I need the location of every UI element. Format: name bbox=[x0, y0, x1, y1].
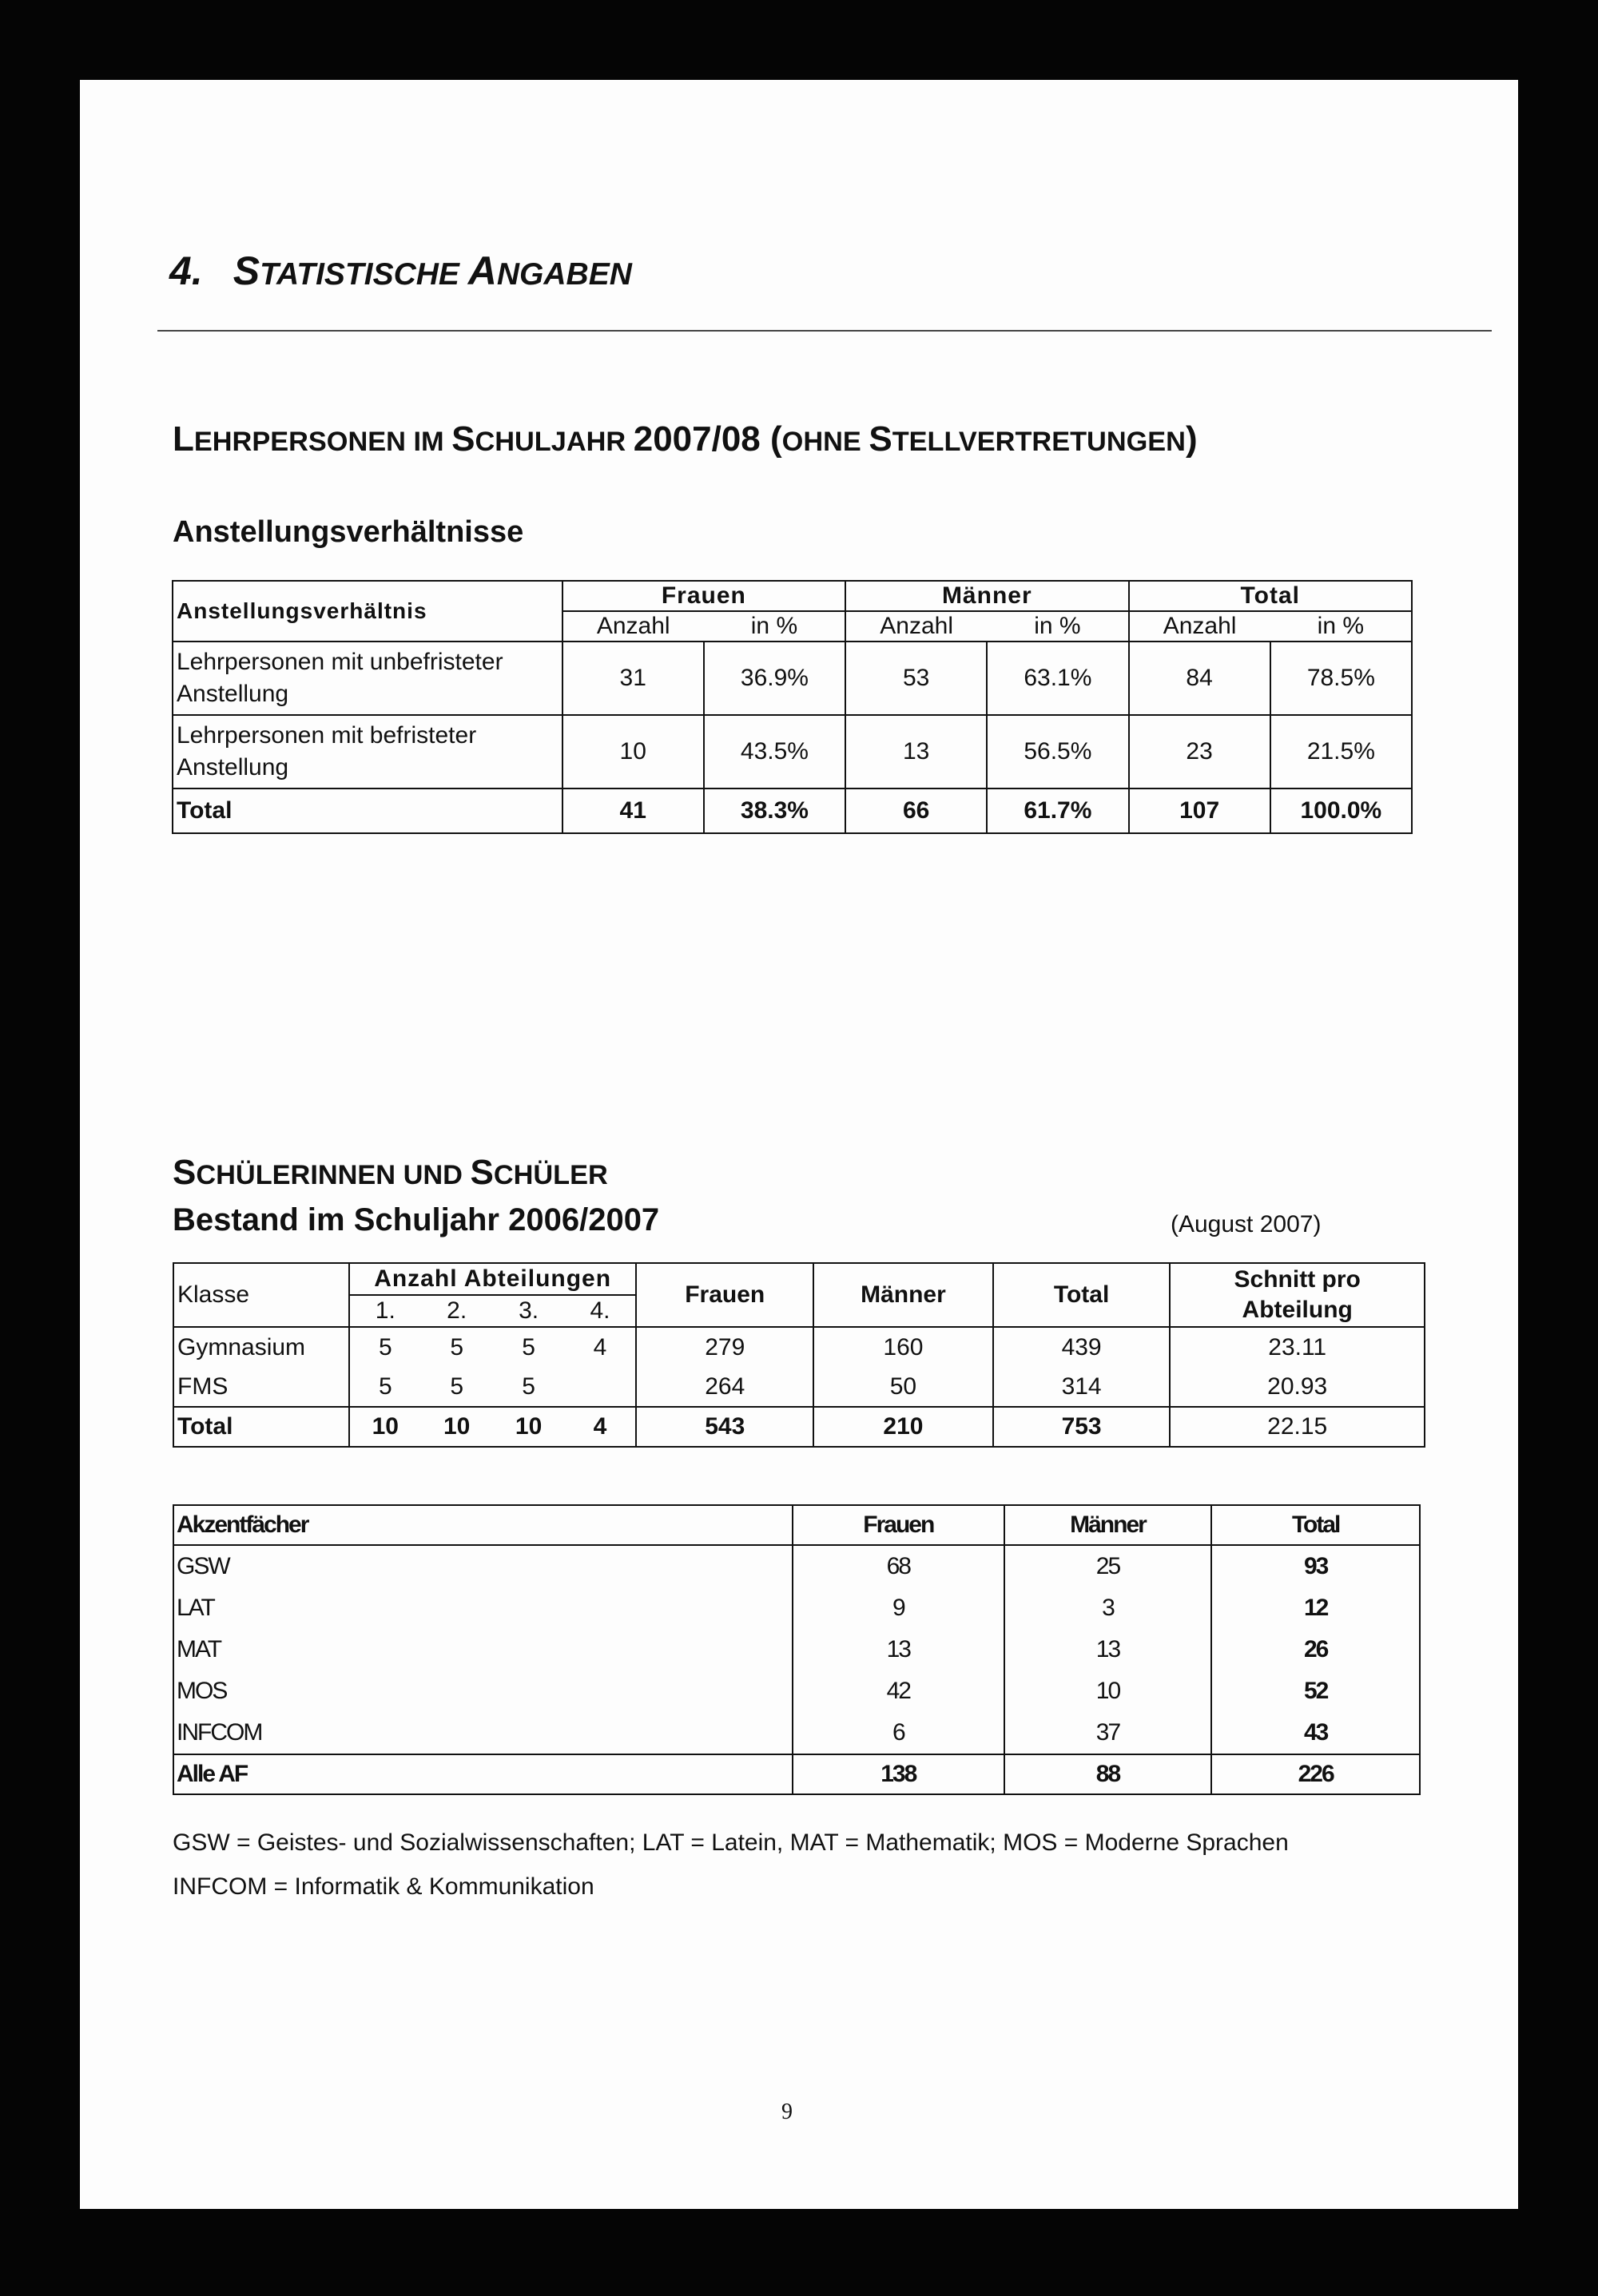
subheader-anzahl: Anzahl bbox=[1129, 611, 1270, 642]
cell-frauen: 68 bbox=[793, 1545, 1004, 1587]
total-frauen: 543 bbox=[636, 1407, 813, 1447]
cell-frauen-anzahl: 31 bbox=[562, 642, 704, 715]
anstellung-table bbox=[172, 580, 1413, 834]
heading-fragment: S bbox=[869, 419, 892, 459]
cell-frauen-percent: 36.9% bbox=[704, 642, 845, 715]
table-total-row bbox=[173, 1407, 1425, 1447]
cell-maenner: 25 bbox=[1004, 1545, 1212, 1587]
cell-total: 52 bbox=[1211, 1670, 1420, 1712]
row-label-line: Anstellung bbox=[177, 681, 289, 707]
total-total-anzahl: 107 bbox=[1129, 789, 1270, 833]
subheader-anzahl: Anzahl bbox=[845, 611, 987, 642]
subheader-percent: in % bbox=[704, 611, 845, 642]
column-header-abteilungen: Anzahl Abteilungen bbox=[349, 1263, 637, 1295]
cell-maenner-anzahl: 13 bbox=[845, 715, 987, 789]
heading-fragment: ) bbox=[1185, 419, 1198, 459]
table-header-row bbox=[173, 1505, 1420, 1545]
row-label: Gymnasium bbox=[173, 1327, 349, 1367]
row-label: MAT bbox=[173, 1629, 793, 1670]
cell-maenner: 10 bbox=[1004, 1670, 1212, 1712]
row-label-line: Lehrpersonen mit unbefristeter bbox=[177, 649, 503, 675]
heading-fragment: S bbox=[173, 1153, 197, 1192]
total-total: 226 bbox=[1211, 1754, 1420, 1794]
heading-fragment: TATISTISCHE bbox=[260, 257, 468, 292]
footnote-infcom: INFCOM = Informatik & Kommunikation bbox=[173, 1873, 594, 1900]
column-header-maenner: Männer bbox=[813, 1263, 993, 1327]
document-page bbox=[80, 80, 1518, 2209]
header-line: Abteilung bbox=[1242, 1297, 1353, 1323]
total-year: 10 bbox=[421, 1407, 493, 1447]
heading-fragment: EHRPERSONEN IM bbox=[193, 427, 452, 457]
cell-total: 314 bbox=[993, 1367, 1171, 1407]
row-label bbox=[173, 642, 562, 715]
row-label: GSW bbox=[173, 1545, 793, 1587]
cell-year: 5 bbox=[493, 1327, 565, 1367]
anstellung-subheading: Anstellungsverhältnisse bbox=[173, 515, 524, 549]
table-total-row bbox=[173, 1754, 1420, 1794]
column-header-total: Total bbox=[1211, 1505, 1420, 1545]
heading-fragment: A bbox=[467, 248, 497, 293]
total-label: Alle AF bbox=[173, 1754, 793, 1794]
cell-schnitt: 20.93 bbox=[1170, 1367, 1425, 1407]
cell-maenner: 3 bbox=[1004, 1587, 1212, 1629]
cell-year bbox=[565, 1367, 637, 1407]
row-label: INFCOM bbox=[173, 1712, 793, 1754]
total-label: Total bbox=[173, 1407, 349, 1447]
schueler-heading bbox=[173, 1153, 608, 1193]
bestand-table bbox=[173, 1262, 1425, 1448]
heading-fragment: CHÜLER bbox=[493, 1160, 608, 1190]
table-header-row bbox=[173, 1263, 1425, 1295]
cell-maenner-percent: 56.5% bbox=[987, 715, 1128, 789]
column-header-total: Total bbox=[1129, 581, 1413, 611]
cell-frauen-anzahl: 10 bbox=[562, 715, 704, 789]
column-header-total: Total bbox=[993, 1263, 1171, 1327]
cell-maenner-anzahl: 53 bbox=[845, 642, 987, 715]
cell-year: 5 bbox=[349, 1367, 421, 1407]
cell-total: 43 bbox=[1211, 1712, 1420, 1754]
cell-total-anzahl: 23 bbox=[1129, 715, 1270, 789]
total-total-percent: 100.0% bbox=[1270, 789, 1412, 833]
footnote-abbreviations: GSW = Geistes- und Sozialwissenschaften; LAT = Latein, MAT = Mathematik; MOS = Moderne Sprachen bbox=[173, 1829, 1289, 1856]
heading-fragment: CHÜLERINNEN UND bbox=[196, 1160, 471, 1190]
column-header-anstellung: Anstellungsverhältnis bbox=[173, 581, 562, 642]
total-schnitt: 22.15 bbox=[1170, 1407, 1425, 1447]
cell-frauen: 6 bbox=[793, 1712, 1004, 1754]
heading-fragment: NGABEN bbox=[496, 257, 632, 292]
cell-year: 4 bbox=[565, 1327, 637, 1367]
cell-frauen-percent: 43.5% bbox=[704, 715, 845, 789]
column-header-maenner: Männer bbox=[845, 581, 1128, 611]
total-year: 4 bbox=[565, 1407, 637, 1447]
table-row bbox=[173, 715, 1412, 789]
cell-total-anzahl: 84 bbox=[1129, 642, 1270, 715]
cell-maenner: 50 bbox=[813, 1367, 993, 1407]
column-header-frauen: Frauen bbox=[562, 581, 845, 611]
lehrpersonen-heading bbox=[173, 419, 1198, 459]
heading-fragment: TELLVERTRETUNGEN bbox=[892, 427, 1186, 457]
header-line: Schnitt pro bbox=[1234, 1266, 1361, 1293]
row-label: MOS bbox=[173, 1670, 793, 1712]
row-label: LAT bbox=[173, 1587, 793, 1629]
table-row bbox=[173, 1670, 1420, 1712]
table-row bbox=[173, 1545, 1420, 1587]
heading-fragment: S bbox=[233, 248, 260, 293]
table-header-row bbox=[173, 581, 1412, 611]
section-number: 4. bbox=[169, 248, 203, 293]
total-frauen-percent: 38.3% bbox=[704, 789, 845, 833]
column-header-akzent: Akzentfächer bbox=[173, 1505, 793, 1545]
subheader-percent: in % bbox=[1270, 611, 1412, 642]
total-frauen: 138 bbox=[793, 1754, 1004, 1794]
table-row bbox=[173, 642, 1412, 715]
heading-fragment: S bbox=[470, 1153, 494, 1192]
total-year: 10 bbox=[493, 1407, 565, 1447]
year-header: 2. bbox=[421, 1295, 493, 1327]
column-header-klasse: Klasse bbox=[173, 1263, 349, 1327]
column-header-maenner: Männer bbox=[1004, 1505, 1212, 1545]
page-number: 9 bbox=[781, 2099, 793, 2124]
subheader-percent: in % bbox=[987, 611, 1128, 642]
cell-frauen: 13 bbox=[793, 1629, 1004, 1670]
year-header: 1. bbox=[349, 1295, 421, 1327]
table-row bbox=[173, 1587, 1420, 1629]
column-header-frauen: Frauen bbox=[793, 1505, 1004, 1545]
heading-fragment: CHULJAHR bbox=[475, 427, 634, 457]
cell-frauen: 279 bbox=[636, 1327, 813, 1367]
total-maenner-percent: 61.7% bbox=[987, 789, 1128, 833]
subheader-anzahl: Anzahl bbox=[562, 611, 704, 642]
total-maenner-anzahl: 66 bbox=[845, 789, 987, 833]
row-label-line: Lehrpersonen mit befristeter bbox=[177, 722, 477, 749]
cell-frauen: 42 bbox=[793, 1670, 1004, 1712]
total-label: Total bbox=[173, 789, 562, 833]
row-label-line: Anstellung bbox=[177, 754, 289, 781]
cell-frauen: 264 bbox=[636, 1367, 813, 1407]
akzentfaecher-table bbox=[173, 1504, 1421, 1795]
cell-year: 5 bbox=[421, 1367, 493, 1407]
cell-year: 5 bbox=[493, 1367, 565, 1407]
cell-total: 12 bbox=[1211, 1587, 1420, 1629]
cell-total: 26 bbox=[1211, 1629, 1420, 1670]
date-note: (August 2007) bbox=[1171, 1211, 1322, 1237]
cell-total: 93 bbox=[1211, 1545, 1420, 1587]
cell-maenner: 37 bbox=[1004, 1712, 1212, 1754]
cell-year: 5 bbox=[349, 1327, 421, 1367]
column-header-schnitt bbox=[1170, 1263, 1425, 1327]
table-total-row bbox=[173, 789, 1412, 833]
heading-fragment: S bbox=[451, 419, 475, 459]
row-label: FMS bbox=[173, 1367, 349, 1407]
cell-total: 439 bbox=[993, 1327, 1171, 1367]
total-frauen-anzahl: 41 bbox=[562, 789, 704, 833]
cell-total-percent: 78.5% bbox=[1270, 642, 1412, 715]
section-title bbox=[233, 248, 632, 293]
table-row bbox=[173, 1629, 1420, 1670]
heading-fragment: L bbox=[173, 419, 194, 459]
cell-maenner-percent: 63.1% bbox=[987, 642, 1128, 715]
cell-maenner: 13 bbox=[1004, 1629, 1212, 1670]
akzent-rows bbox=[173, 1545, 1420, 1754]
total-maenner: 210 bbox=[813, 1407, 993, 1447]
cell-year: 5 bbox=[421, 1327, 493, 1367]
total-year: 10 bbox=[349, 1407, 421, 1447]
total-total: 753 bbox=[993, 1407, 1171, 1447]
table-row bbox=[173, 1327, 1425, 1367]
heading-fragment: 2007/08 ( bbox=[633, 419, 782, 459]
heading-divider bbox=[157, 330, 1492, 332]
cell-total-percent: 21.5% bbox=[1270, 715, 1412, 789]
row-label bbox=[173, 715, 562, 789]
heading-fragment: OHNE bbox=[781, 427, 869, 457]
table-row bbox=[173, 1712, 1420, 1754]
year-header: 4. bbox=[565, 1295, 637, 1327]
cell-maenner: 160 bbox=[813, 1327, 993, 1367]
section-heading bbox=[169, 248, 632, 294]
cell-frauen: 9 bbox=[793, 1587, 1004, 1629]
total-maenner: 88 bbox=[1004, 1754, 1212, 1794]
column-header-frauen: Frauen bbox=[636, 1263, 813, 1327]
table-row bbox=[173, 1367, 1425, 1407]
bestand-subheading: Bestand im Schuljahr 2006/2007 bbox=[173, 1202, 660, 1237]
year-header: 3. bbox=[493, 1295, 565, 1327]
cell-schnitt: 23.11 bbox=[1170, 1327, 1425, 1367]
